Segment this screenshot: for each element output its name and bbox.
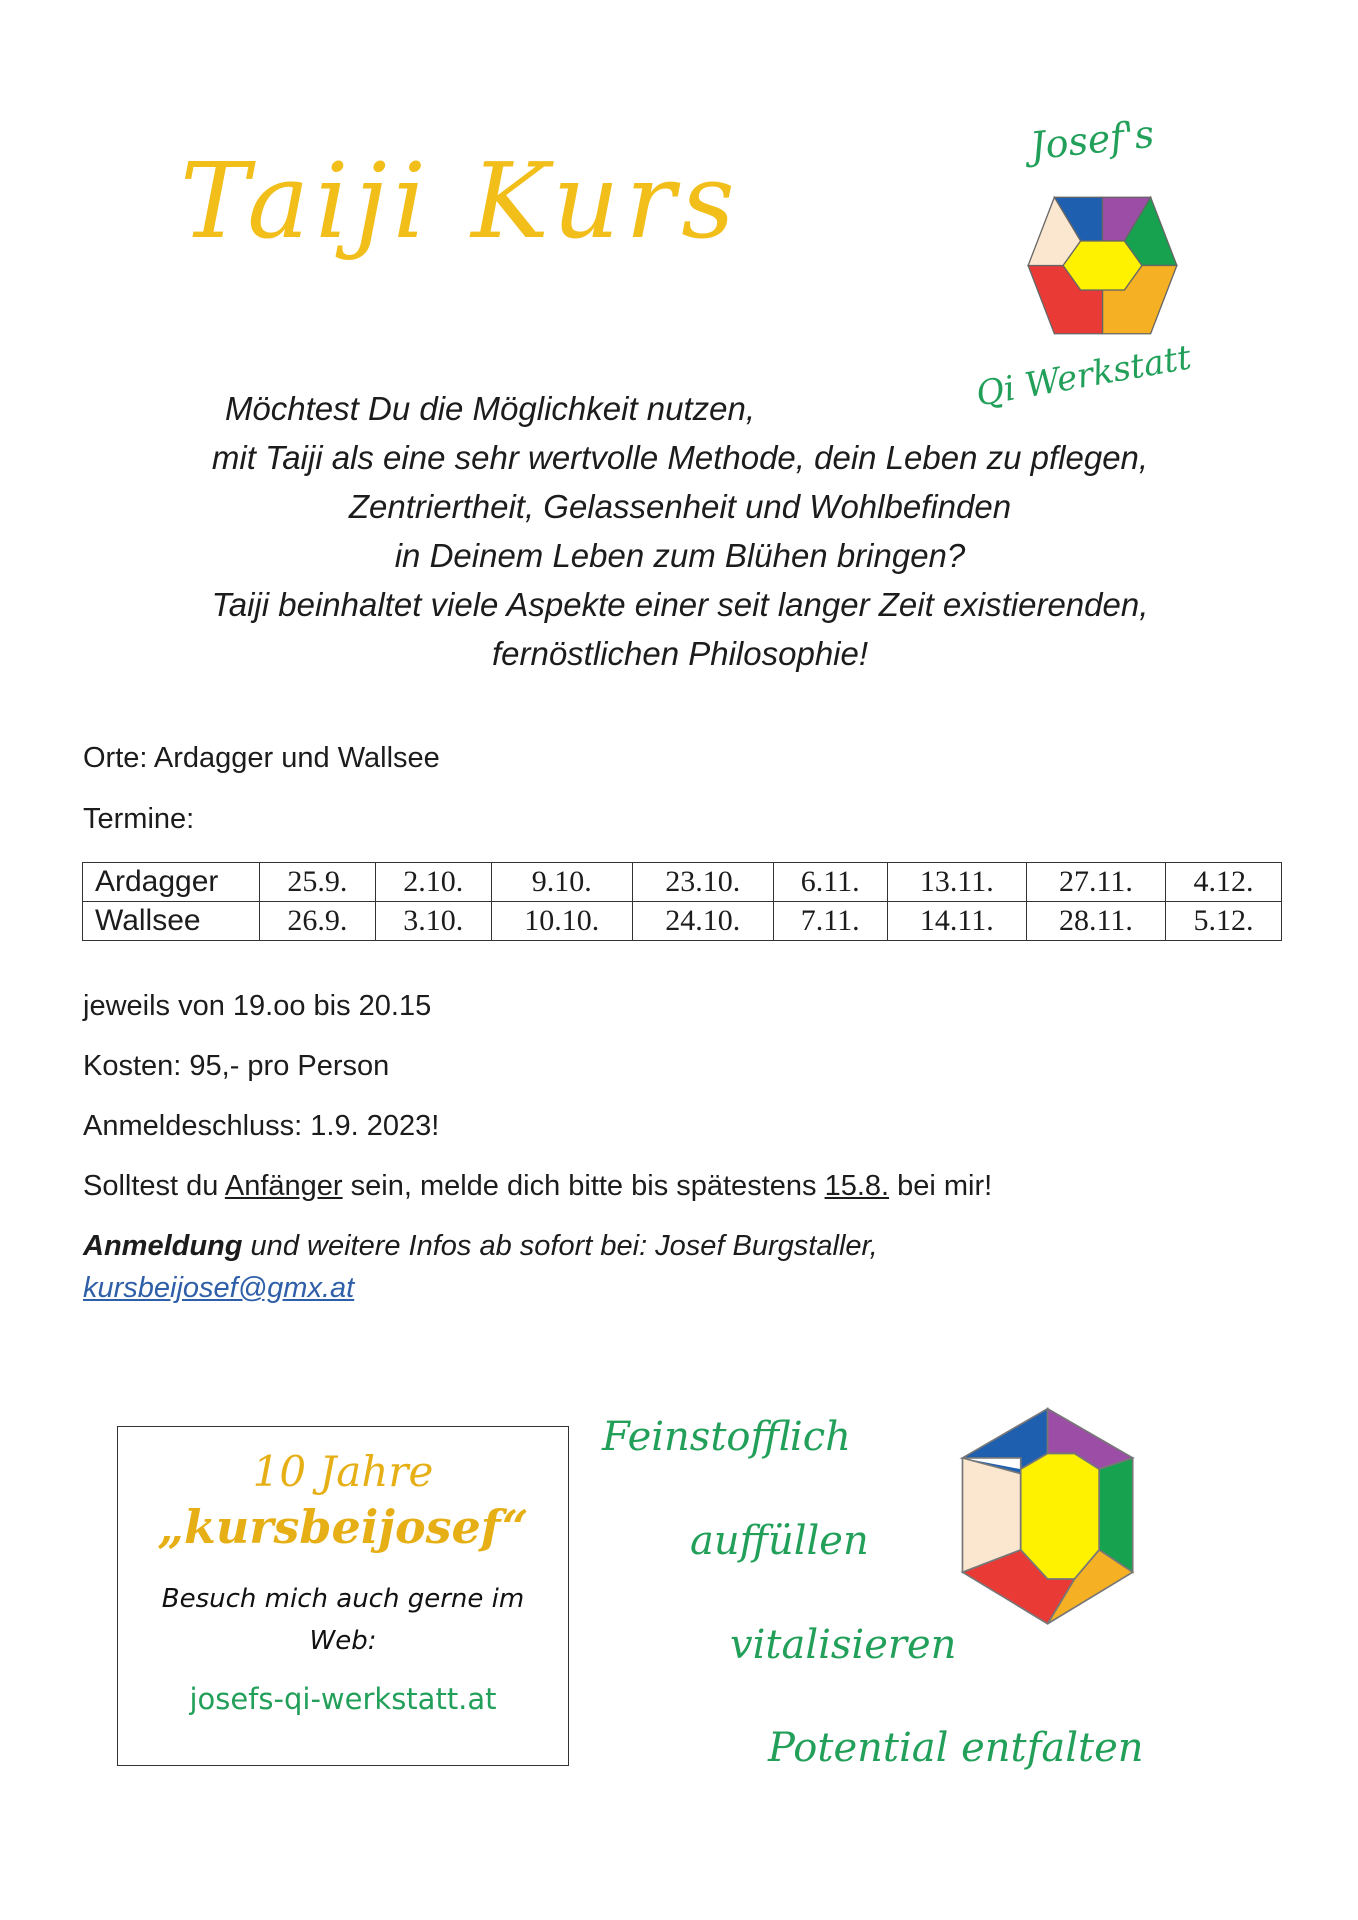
slogan-1: Feinstofflich [602, 1414, 851, 1460]
date-cell: 4.12. [1166, 863, 1282, 902]
beginner-note-post: bei mir! [889, 1170, 993, 1202]
registration-text [83, 1230, 878, 1263]
intro-line: fernöstlichen Philosophie! [491, 635, 869, 672]
beginner-note [83, 1170, 992, 1203]
registration-rest: und weitere Infos ab sofort bei: Josef Burgstaller, [242, 1230, 878, 1262]
registration-bold: Anmeldung [83, 1230, 243, 1262]
intro-line: mit Taiji als eine sehr wertvolle Methode, dein Leben zu pflegen, [211, 439, 1149, 476]
logo-center-yellow [1021, 1453, 1099, 1578]
dates-label: Termine: [83, 803, 195, 835]
date-cell: 27.11. [1026, 863, 1165, 902]
location-cell: Ardagger [83, 863, 260, 902]
logo-center-yellow [1063, 241, 1142, 290]
website-link[interactable]: josefs-qi-werkstatt.at [189, 1682, 497, 1716]
box-subtitle: „kursbeijosef“ [157, 1500, 529, 1554]
hexagon-logo-bottom-icon [958, 1404, 1182, 1634]
intro-line: Zentriertheit, Gelassenheit und Wohlbefinden [348, 488, 1012, 525]
hexagon-logo-icon [1015, 178, 1190, 353]
locations-text: Orte: Ardagger und Wallsee [83, 742, 440, 774]
deadline-text: Anmeldeschluss: 1.9. 2023! [83, 1110, 440, 1142]
intro-line: Möchtest Du die Möglichkeit nutzen, [224, 390, 756, 427]
table-row [83, 902, 1282, 941]
schedule-table [82, 862, 1282, 941]
time-text: jeweils von 19.oo bis 20.15 [83, 990, 432, 1022]
date-cell: 26.9. [260, 902, 376, 941]
date-cell: 3.10. [375, 902, 491, 941]
table-row [83, 863, 1282, 902]
slogan-3: vitalisieren [730, 1622, 957, 1668]
intro-line: Taiji beinhaltet viele Aspekte einer seit langer Zeit existierenden, [211, 586, 1149, 623]
beginner-note-pre: Solltest du [83, 1170, 225, 1202]
date-cell: 6.11. [773, 863, 887, 902]
date-cell: 2.10. [375, 863, 491, 902]
date-cell: 23.10. [632, 863, 773, 902]
beginner-date: 15.8. [824, 1170, 890, 1202]
slogan-2: auffüllen [690, 1518, 869, 1564]
date-cell: 13.11. [887, 863, 1026, 902]
date-cell: 9.10. [491, 863, 632, 902]
date-cell: 10.10. [491, 902, 632, 941]
box-title: 10 Jahre [252, 1447, 434, 1496]
beginner-note-mid: sein, melde dich bitte bis spätestens [342, 1170, 825, 1202]
logo-top-label: Josef's [1028, 111, 1157, 169]
page-title: Taiji Kurs [180, 140, 741, 262]
box-visit-text: Besuch mich auch gerne im Web: [161, 1584, 525, 1656]
intro-text [40, 384, 1320, 678]
date-cell: 14.11. [887, 902, 1026, 941]
beginner-word: Anfänger [224, 1170, 343, 1202]
logo-bottom-label: Qi Werkstatt [973, 337, 1195, 415]
intro-line: in Deinem Leben zum Blühen bringen? [394, 537, 966, 574]
date-cell: 7.11. [773, 902, 887, 941]
date-cell: 5.12. [1166, 902, 1282, 941]
anniversary-box [117, 1426, 569, 1766]
date-cell: 25.9. [260, 863, 376, 902]
cost-text: Kosten: 95,- pro Person [83, 1050, 390, 1082]
date-cell: 24.10. [632, 902, 773, 941]
location-cell: Wallsee [83, 902, 260, 941]
slogan-4: Potential entfalten [768, 1725, 1144, 1771]
date-cell: 28.11. [1026, 902, 1165, 941]
email-link[interactable]: kursbeijosef@gmx.at [83, 1272, 355, 1304]
